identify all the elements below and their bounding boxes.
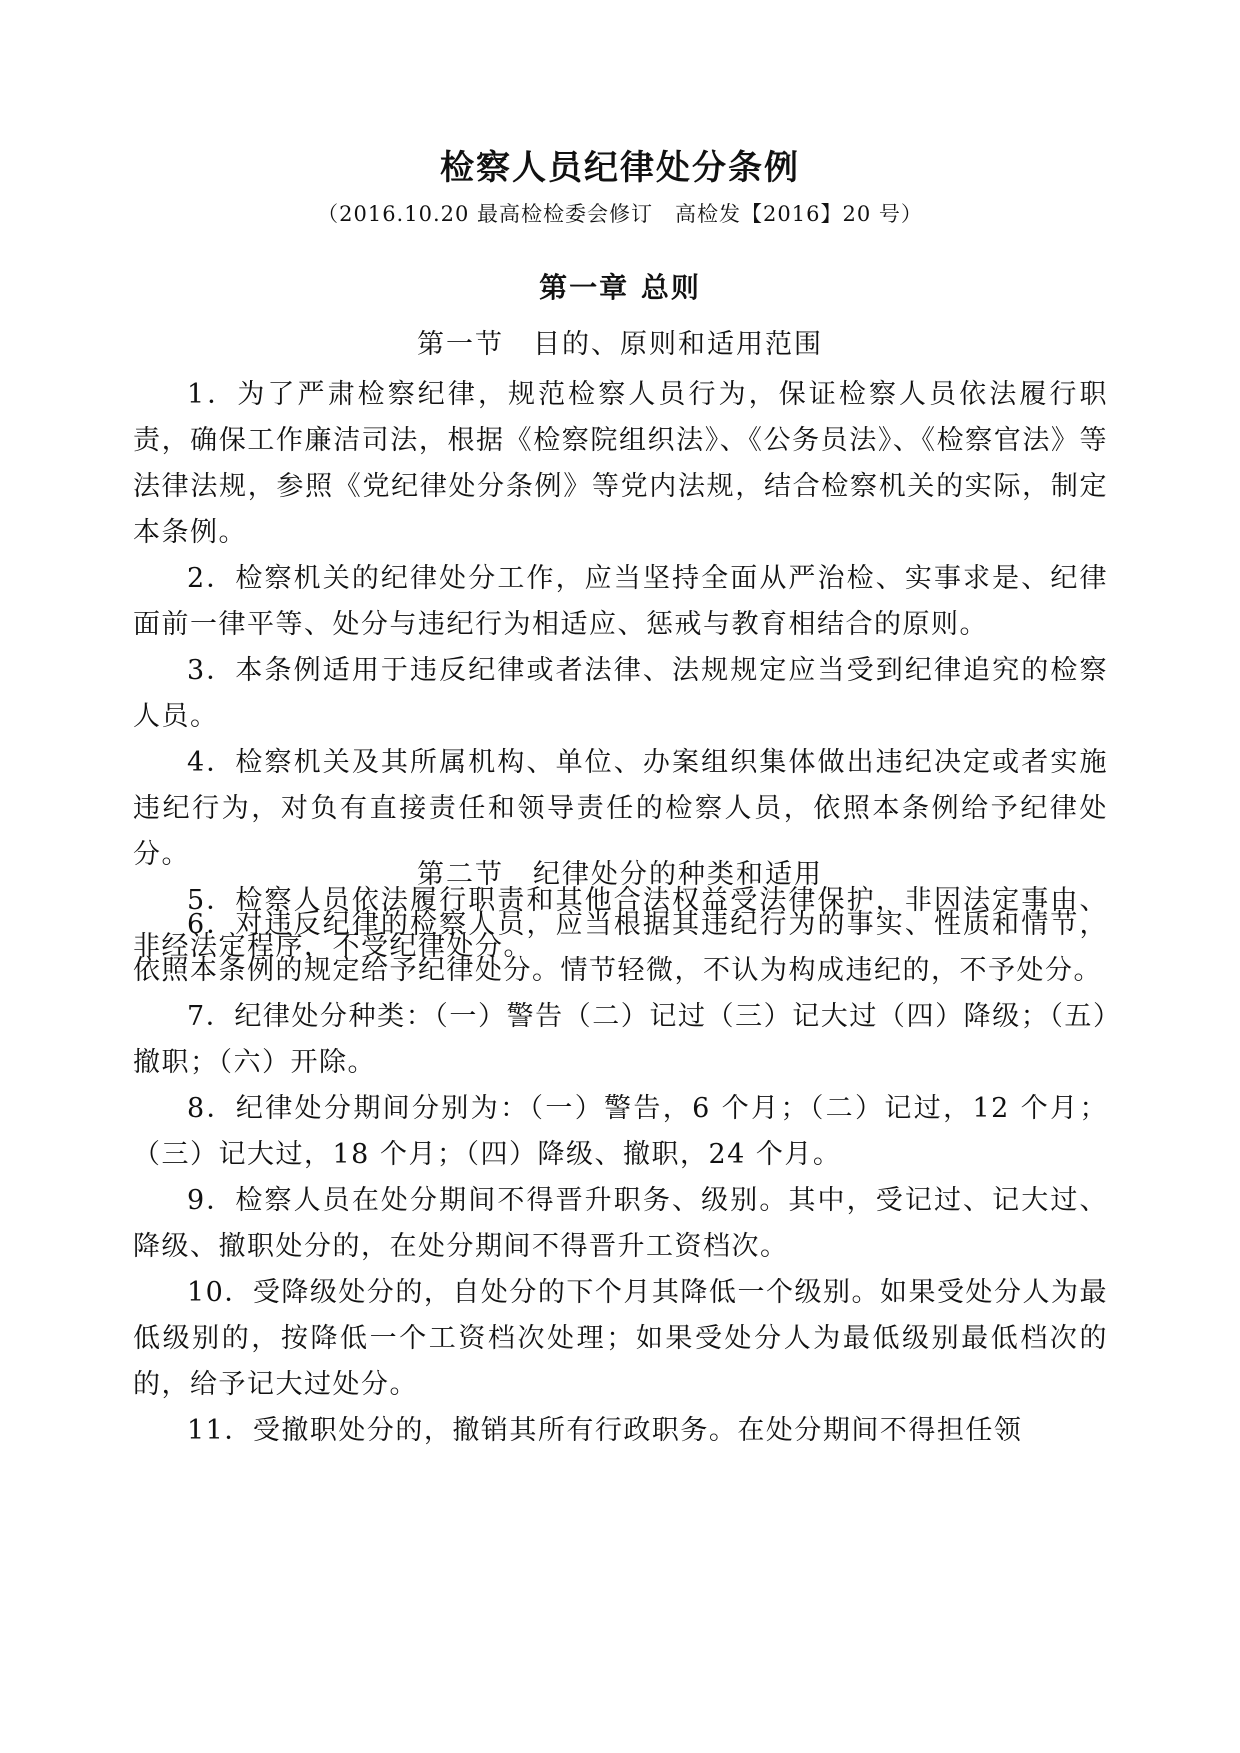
paragraph: 3．本条例适用于违反纪律或者法律、法规规定应当受到纪律追究的检察人员。 bbox=[133, 655, 1108, 732]
paragraph: 1．为了严肃检察纪律，规范检察人员行为，保证检察人员依法履行职责，确保工作廉洁司法，根据《检察院组织法》、《公务员法》、《检察官法》等法律法规，参照《党纪律处分条例》等党内法规，结合检察机关的实际，制定本条例。 bbox=[133, 379, 1108, 548]
paragraph: 7．纪律处分种类：（一）警告（二）记过（三）记大过（四）降级；（五）撤职；（六）开除。 bbox=[133, 1001, 1108, 1078]
section-heading-2: 第二节 纪律处分的种类和适用 bbox=[417, 859, 823, 890]
document-title: 检察人员纪律处分条例 bbox=[440, 148, 800, 188]
paragraph: 5．检察人员依法履行职责和其他合法权益受法律保护，非因法定事由、非经法定程序，不受纪律处分。 bbox=[133, 885, 1108, 962]
paragraph: 6．对违反纪律的检察人员，应当根据其违纪行为的事实、性质和情节，依照本条例的规定给予纪律处分。情节轻微，不认为构成违纪的，不予处分。 bbox=[133, 909, 1108, 986]
section-2-body bbox=[133, 856, 1108, 1454]
paragraph: 2．检察机关的纪律处分工作，应当坚持全面从严治检、实事求是、纪律面前一律平等、处分与违纪行为相适应、惩戒与教育相结合的原则。 bbox=[133, 563, 1108, 640]
paragraph: 4．检察机关及其所属机构、单位、办案组织集体做出违纪决定或者实施违纪行为，对负有直接责任和领导责任的检察人员，依照本条例给予纪律处分。 bbox=[133, 747, 1108, 870]
paragraph: 11．受撤职处分的，撤销其所有行政职务。在处分期间不得担任领 bbox=[187, 1415, 1023, 1446]
section-heading-1: 第一节 目的、原则和适用范围 bbox=[417, 329, 823, 360]
paragraph: 10．受降级处分的，自处分的下个月其降低一个级别。如果受处分人为最低级别的，按降低一个工资档次处理；如果受处分人为最低级别最低档次的的，给予记大过处分。 bbox=[133, 1277, 1108, 1400]
chapter-heading: 第一章 总则 bbox=[539, 271, 701, 304]
paragraph: 9．检察人员在处分期间不得晋升职务、级别。其中，受记过、记大过、降级、撤职处分的，在处分期间不得晋升工资档次。 bbox=[133, 1185, 1108, 1262]
document-subtitle: （2016.10.20 最高检检委会修订 高检发【2016】20 号） bbox=[317, 202, 923, 226]
paragraph: 8．纪律处分期间分别为：（一）警告，6 个月；（二）记过，12 个月；（三）记大过，18 个月；（四）降级、撤职，24 个月。 bbox=[133, 1093, 1108, 1170]
